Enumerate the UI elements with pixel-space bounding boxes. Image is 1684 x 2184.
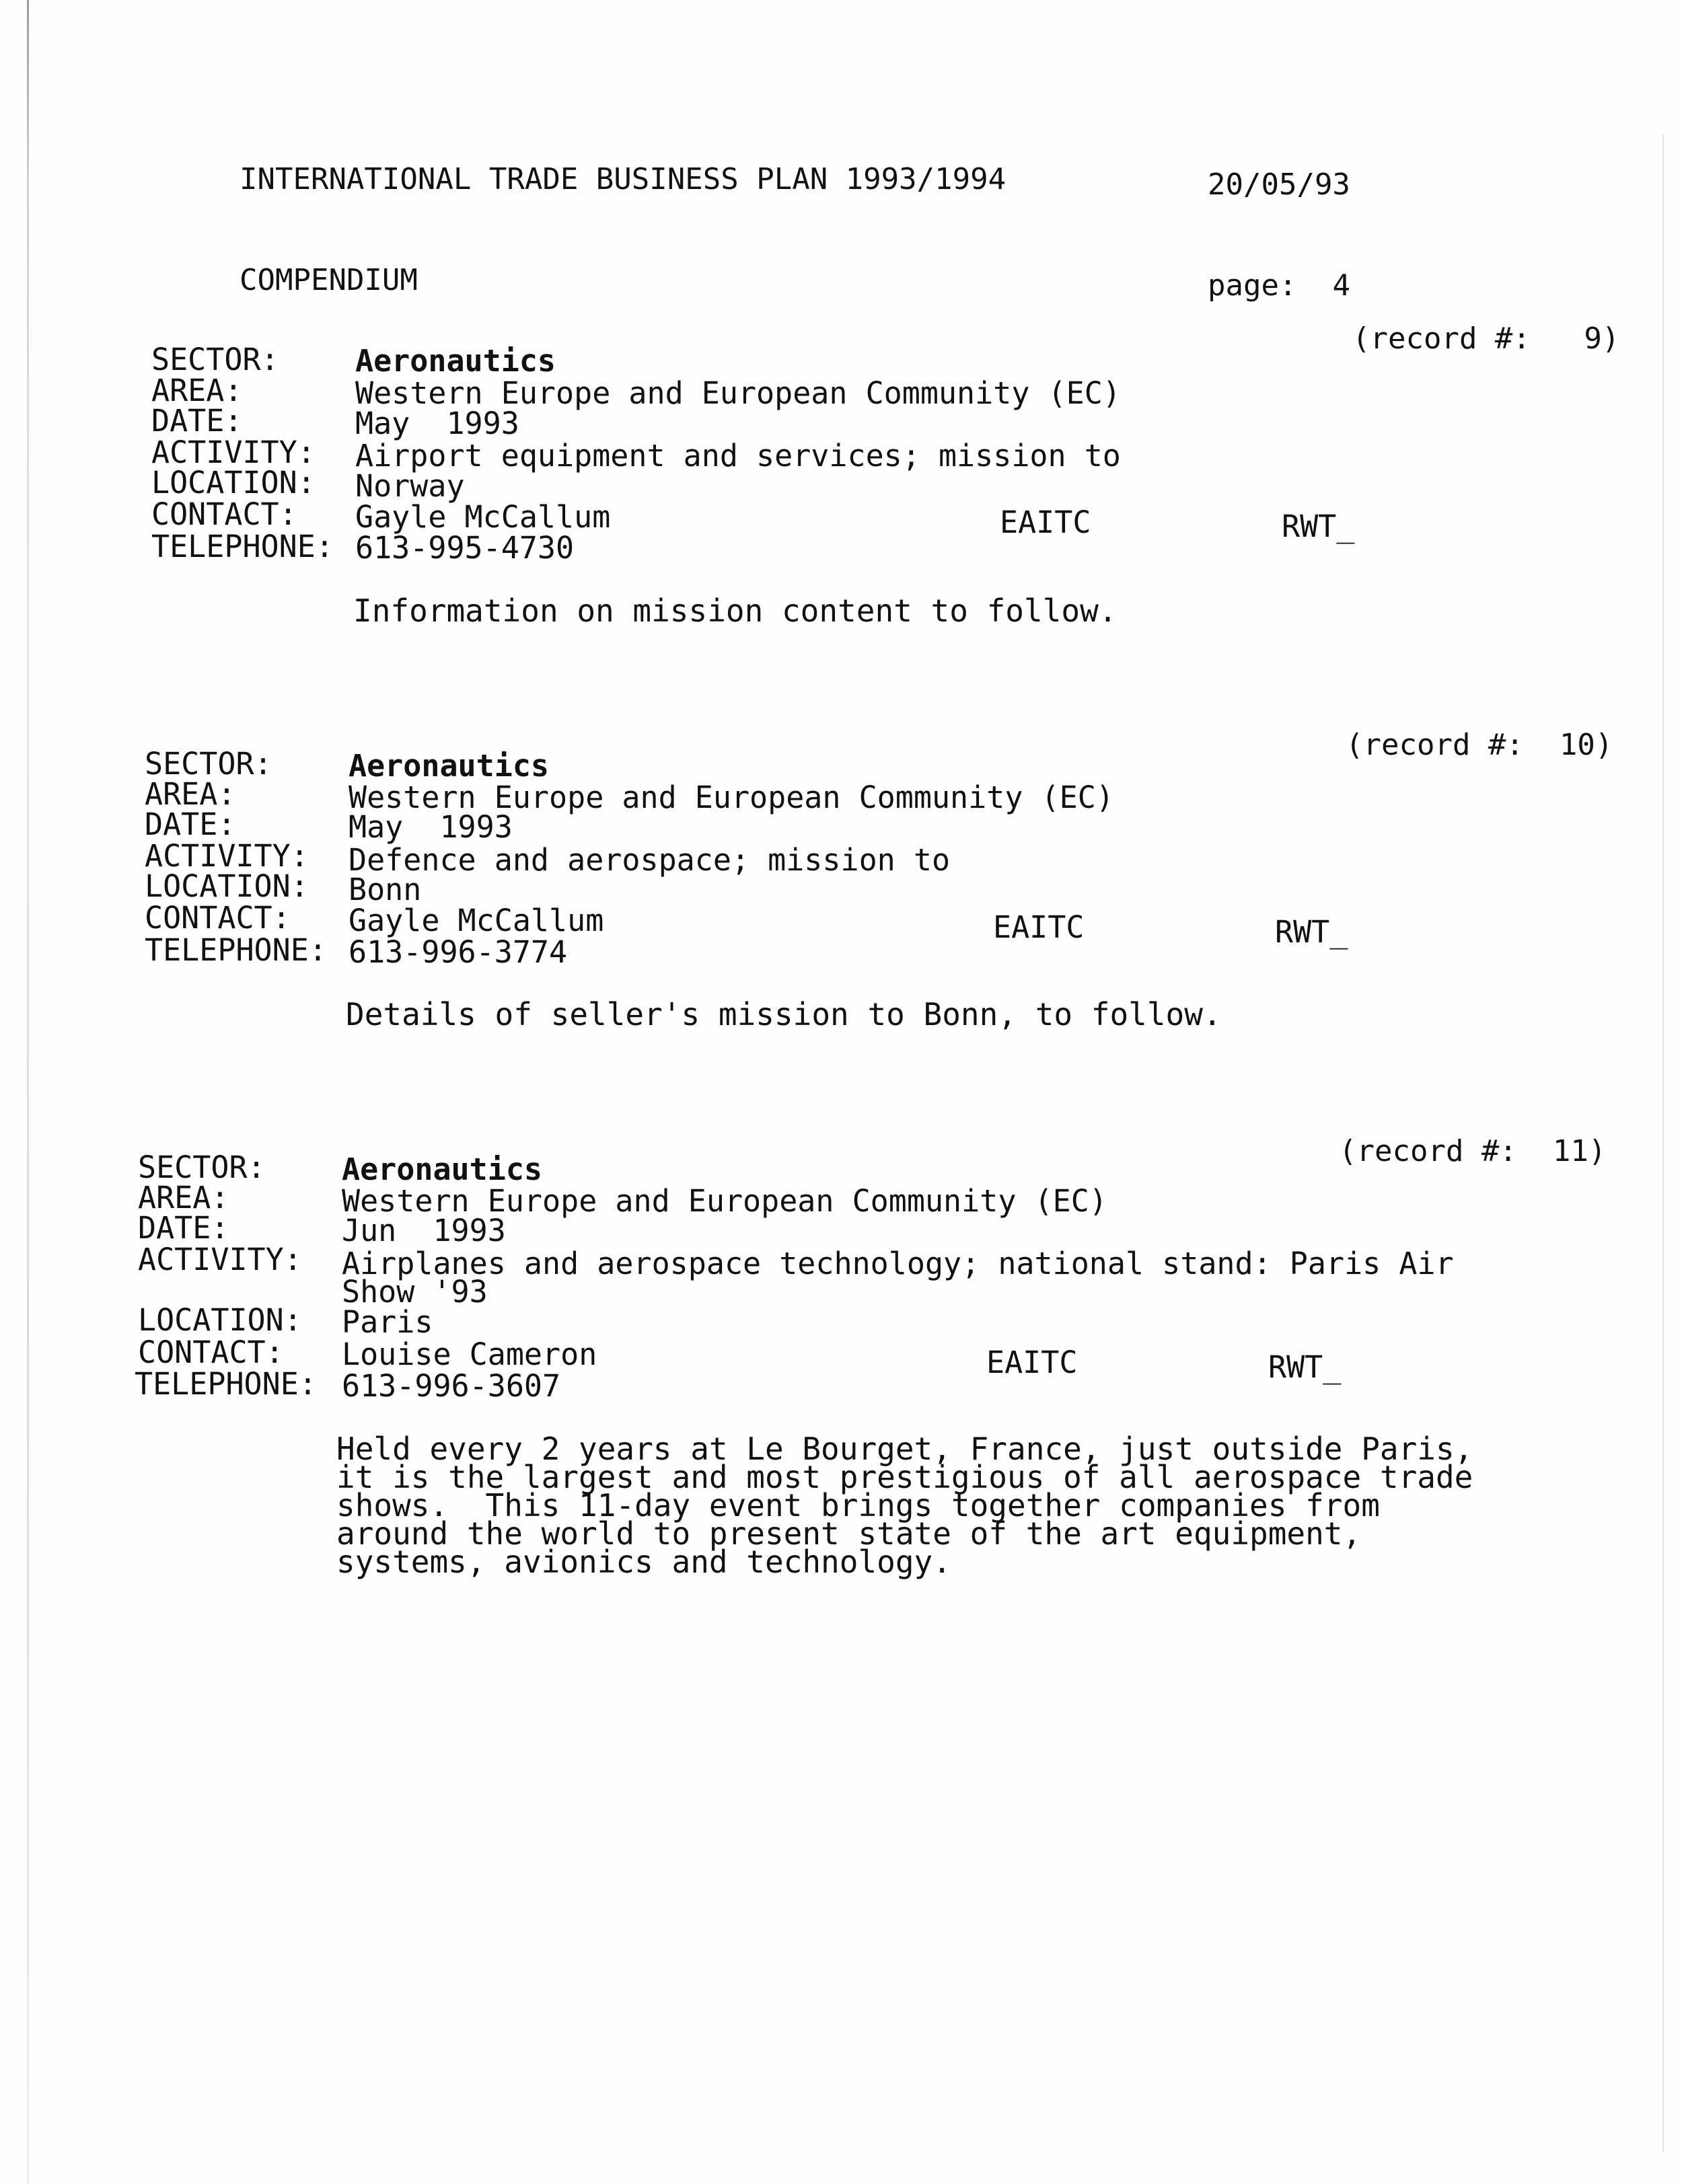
record-note: Information on mission content to follow. [353, 593, 1118, 629]
telephone-label: TELEPHONE: [151, 529, 334, 564]
location-value: Norway [355, 468, 465, 504]
contact-value: Gayle McCallum [355, 499, 611, 535]
contact-code: RWT_ [1268, 1349, 1342, 1385]
contact-org: EAITC [1000, 504, 1091, 540]
activity-label: ACTIVITY: [145, 838, 309, 874]
activity-value: Airport equipment and services; mission to [355, 438, 1121, 474]
note-line: shows. This 11-day event brings together companies from [336, 1487, 1380, 1523]
page-label: page: [1208, 268, 1297, 303]
date-label: DATE: [138, 1210, 229, 1246]
header-subtitle: COMPENDIUM [240, 263, 418, 297]
sector-value: Aeronautics [349, 748, 550, 784]
sector-value: Aeronautics [342, 1152, 543, 1187]
contact-code: RWT_ [1275, 914, 1348, 950]
telephone-label: TELEPHONE: [145, 932, 327, 968]
activity-value-line2: Show '93 [342, 1274, 488, 1310]
record-number [1346, 728, 1613, 762]
record-number-value: 10) [1559, 728, 1613, 762]
contact-org: EAITC [986, 1345, 1078, 1380]
record-label: (record #: [1352, 322, 1531, 356]
location-label: LOCATION: [145, 868, 309, 904]
header-meta [1208, 101, 1350, 370]
contact-label: CONTACT: [138, 1334, 284, 1370]
page-number: 4 [1332, 268, 1350, 303]
date-label: DATE: [145, 806, 236, 842]
area-label: AREA: [138, 1180, 229, 1215]
document-header [240, 96, 1006, 365]
record-label: (record #: [1339, 1134, 1517, 1168]
record-number [1352, 322, 1619, 356]
telephone-value: 613-996-3774 [349, 934, 568, 970]
contact-label: CONTACT: [145, 900, 291, 936]
location-value: Paris [342, 1304, 433, 1340]
contact-org: EAITC [993, 909, 1085, 945]
header-date: 20/05/93 [1208, 167, 1350, 202]
telephone-value: 613-995-4730 [355, 530, 575, 566]
telephone-value: 613-996-3607 [342, 1368, 561, 1404]
activity-label: ACTIVITY: [138, 1242, 302, 1277]
sector-label: SECTOR: [151, 342, 279, 377]
date-value: May 1993 [355, 406, 519, 441]
scan-edge-left [27, 0, 29, 2184]
area-label: AREA: [151, 373, 243, 408]
activity-label: ACTIVITY: [151, 435, 316, 470]
location-label: LOCATION: [151, 465, 316, 500]
contact-label: CONTACT: [151, 496, 297, 532]
record-label: (record #: [1346, 728, 1524, 762]
telephone-label: TELEPHONE: [135, 1366, 317, 1402]
contact-code: RWT_ [1282, 509, 1355, 544]
date-label: DATE: [151, 403, 243, 439]
contact-value: Gayle McCallum [349, 903, 604, 938]
contact-value: Louise Cameron [342, 1336, 597, 1372]
date-value: May 1993 [349, 809, 513, 845]
sector-label: SECTOR: [145, 746, 272, 782]
area-value: Western Europe and European Community (EC) [355, 375, 1121, 411]
area-label: AREA: [145, 776, 236, 812]
record-note: Details of seller's mission to Bonn, to follow. [346, 996, 1222, 1032]
sector-label: SECTOR: [138, 1150, 266, 1185]
activity-value: Airplanes and aerospace technology; national stand: Paris Air [342, 1246, 1454, 1281]
record-number-value: 11) [1552, 1134, 1607, 1168]
area-value: Western Europe and European Community (EC) [349, 780, 1114, 815]
note-line: Held every 2 years at Le Bourget, France, just outside Paris, [336, 1431, 1473, 1467]
note-line: around the world to present state of the art equipment, [336, 1515, 1362, 1552]
note-line: it is the largest and most prestigious of all aerospace trade [336, 1459, 1473, 1495]
sector-value: Aeronautics [355, 343, 556, 379]
record-number-value: 9) [1584, 322, 1620, 356]
record-number [1339, 1134, 1606, 1168]
note-line: systems, avionics and technology. [336, 1544, 951, 1580]
activity-value: Defence and aerospace; mission to [349, 842, 951, 878]
location-label: LOCATION: [138, 1302, 302, 1338]
date-value: Jun 1993 [342, 1213, 506, 1248]
scan-edge-right [1662, 135, 1664, 2152]
area-value: Western Europe and European Community (EC) [342, 1183, 1107, 1219]
location-value: Bonn [349, 872, 422, 907]
header-title: INTERNATIONAL TRADE BUSINESS PLAN 1993/1994 [240, 162, 1006, 196]
header-page [1208, 269, 1350, 303]
